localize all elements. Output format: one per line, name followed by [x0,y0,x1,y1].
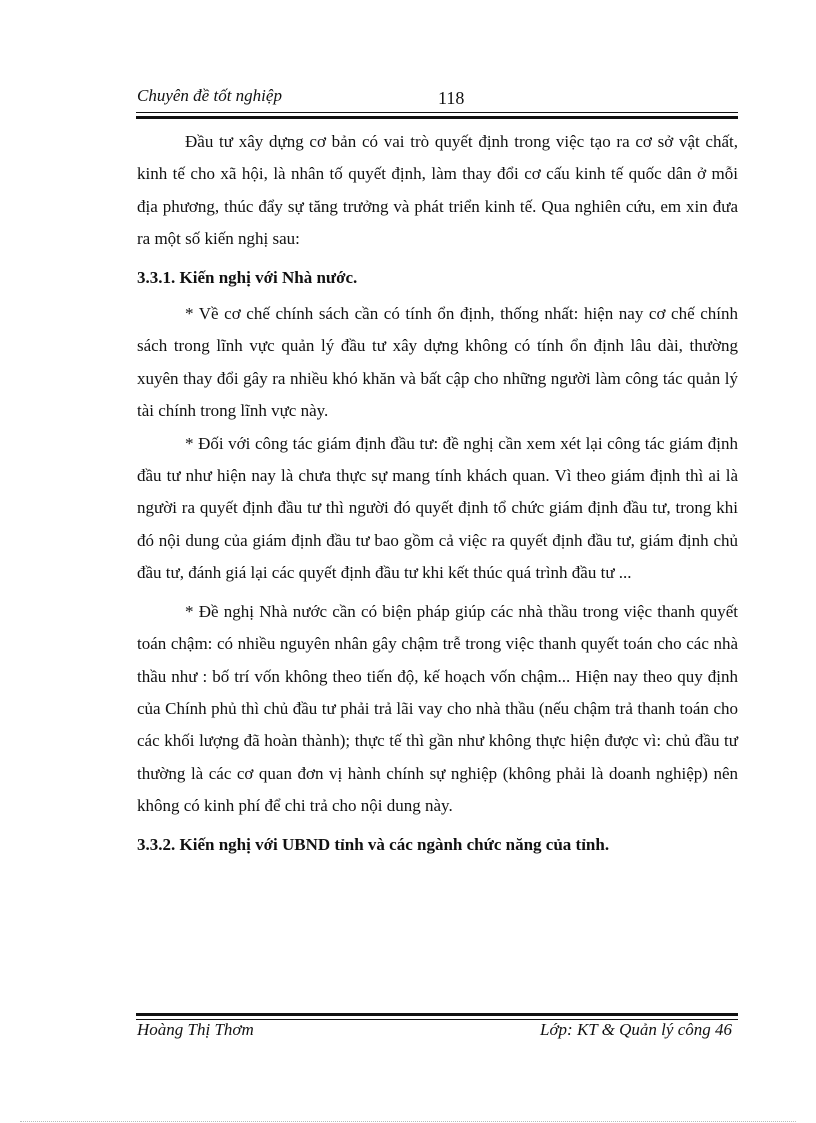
header-rule-thin [136,112,738,113]
header-rule-thick [136,116,738,119]
paragraph-investment-appraisal: * Đối với công tác giám định đầu tư: đề nghị cần xem xét lại công tác giám định đầu tư như hiện nay là chưa thực sự mang tính khách quan. Vì theo giám định thì ai là người ra quyết định đầu tư thì người đó quyết định tổ chức giám định đầu tư, trong khi đó nội dung của giám định đầu tư bao gồm cả việc ra quyết định đầu tư, giám định chủ đầu tư, đánh giá lại các quyết định đầu tư khi kết thúc quá trình đầu tư ... [137,433,738,583]
footer-author: Hoàng Thị Thơm [137,1020,254,1039]
section-heading-3-3-2: 3.3.2. Kiến nghị với UBND tỉnh và các ngành chức năng của tỉnh. [137,834,610,854]
paragraph-policy: * Về cơ chế chính sách cần có tính ổn định, thống nhất: hiện nay cơ chế chính sách trong lĩnh vực quản lý đầu tư xây dựng không có tính ổn định lâu dài, thường xuyên thay đổi gây ra nhiều khó khăn và bất cập cho những người làm công tác quản lý tài chính trong lĩnh vực này. [137,304,738,421]
page-edge-dotted-line [20,1121,796,1122]
body-text [137,126,738,865]
section-heading-3-3-1: 3.3.1. Kiến nghị với Nhà nước. [137,267,358,287]
paragraph-contractor-payment: * Đề nghị Nhà nước cần có biện pháp giúp các nhà thầu trong việc thanh quyết toán chậm: có nhiều nguyên nhân gây chậm trễ trong việc thanh quyết toán cho các nhà thầu như : bố trí vốn không theo tiến độ, kế hoạch vốn chậm... Hiện nay theo quy định của Chính phủ thì chủ đầu tư phải trả lãi vay cho nhà thầu (nếu chậm trả thanh toán cho các khối lượng đã hoàn thành); thực tế thì gần như không thực hiện được vì: chủ đầu tư thường là các cơ quan đơn vị hành chính sự nghiệp (không phải là doanh nghiệp) nên không có kinh phí để chi trả cho nội dung này. [137,601,738,816]
footer-rule-thick [136,1013,738,1016]
page-number: 118 [438,88,465,108]
paragraph-intro: Đầu tư xây dựng cơ bản có vai trò quyết định trong việc tạo ra cơ sở vật chất, kinh tế cho xã hội, là nhân tố quyết định, làm thay đổi cơ cấu kinh tế quốc dân ở mỗi địa phương, thúc đẩy sự tăng trưởng và phát triển kinh tế. Qua nghiên cứu, em xin đưa ra một số kiến nghị sau: [137,132,738,249]
footer-class-info: Lớp: KT & Quản lý công 46 [540,1020,732,1039]
header-title: Chuyên đề tốt nghiệp [137,86,282,105]
